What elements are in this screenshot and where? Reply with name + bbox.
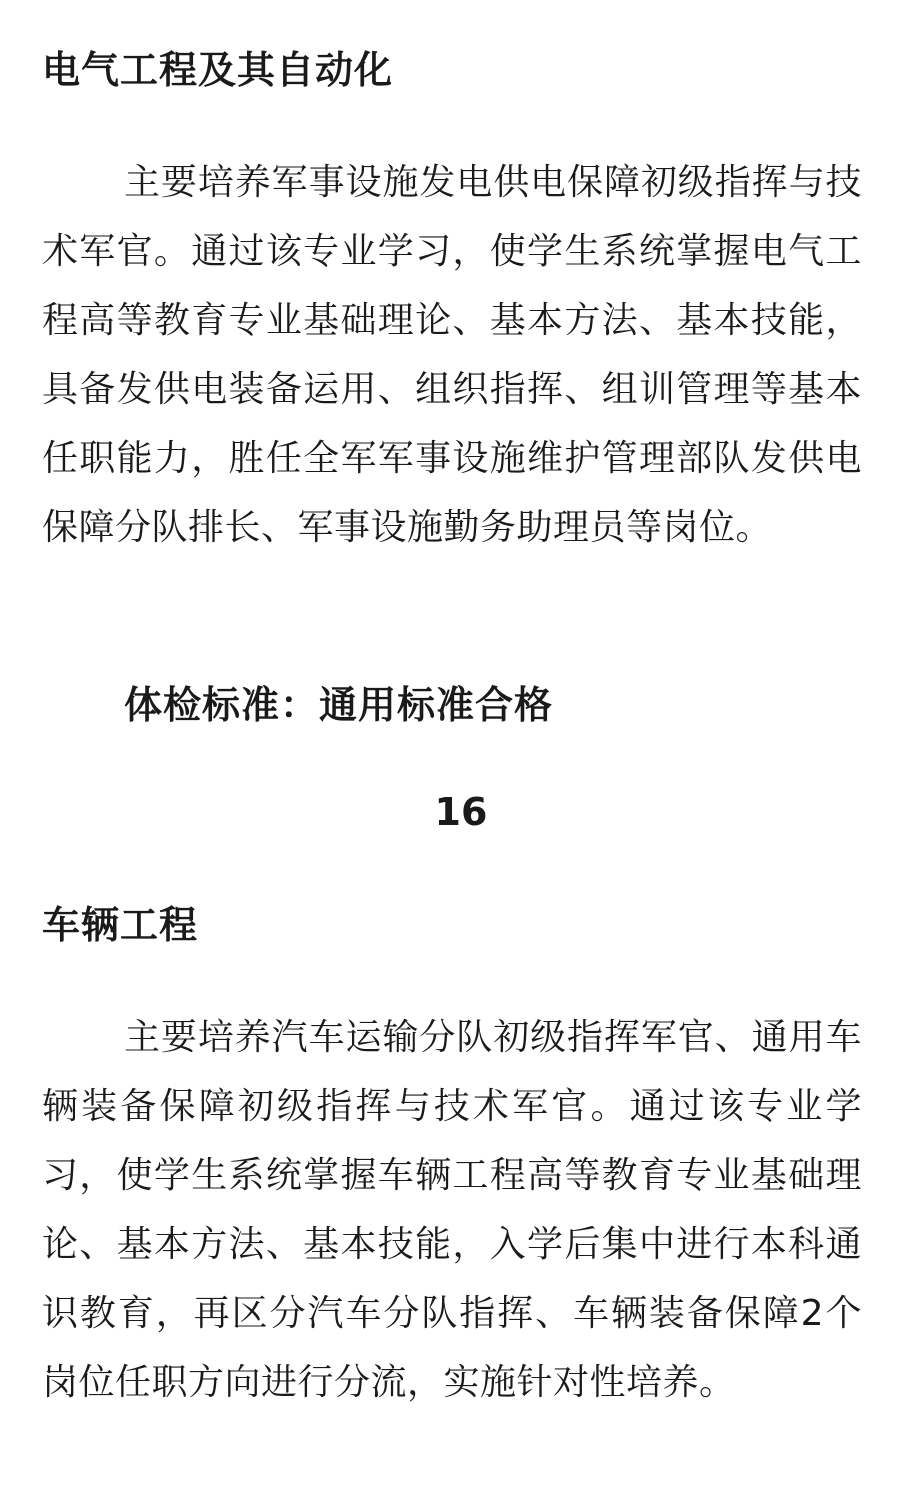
physical-standard-label: 体检标准：通用标准合格 — [124, 683, 554, 727]
section-title-vehicle-engineering: 车辆工程 — [42, 903, 199, 947]
section-title-electrical-engineering: 电气工程及其自动化 — [42, 48, 394, 92]
page-number: 16 — [434, 790, 488, 834]
section-description-electrical-engineering: 主要培养军事设施发电供电保障初级指挥与技术军官。通过该专业学习，使学生系统掌握电气工程高等教育专业基础理论、基本方法、基本技能，具备发供电装备运用、组织指挥、组训管理等基本任职能力，胜任全军军事设施维护管理部队发供电保障分队排长、军事设施勤务助理员等岗位。 — [42, 162, 862, 548]
section-description-vehicle-engineering: 主要培养汽车运输分队初级指挥军官、通用车辆装备保障初级指挥与技术军官。通过该专业学习，使学生系统掌握车辆工程高等教育专业基础理论、基本方法、基本技能，入学后集中进行本科通识教育，再区分汽车分队指挥、车辆装备保障2个岗位任职方向进行分流，实施针对性培养。 — [42, 1017, 862, 1403]
